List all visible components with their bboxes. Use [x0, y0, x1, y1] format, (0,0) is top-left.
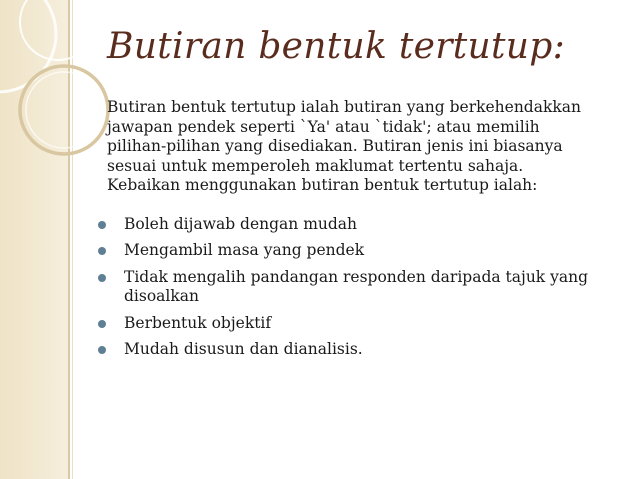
bullet-item	[107, 314, 627, 334]
intro-paragraph	[107, 98, 627, 196]
bullet-dot-icon	[98, 320, 106, 328]
bullet-text: Berbentuk objektif	[124, 313, 272, 332]
bullet-dot-icon	[98, 346, 106, 354]
bullet-item	[107, 268, 594, 307]
slide-title: Butiran bentuk tertutup:	[107, 26, 566, 67]
bullet-text: Tidak mengalih pandangan responden daripada tajuk yang disoalkan	[124, 267, 589, 305]
bullet-dot-icon	[98, 247, 106, 255]
bullet-list	[107, 215, 627, 360]
bullet-item	[107, 215, 627, 235]
intro-line: Kebaikan menggunakan butiran bentuk tertutup ialah:	[107, 176, 538, 194]
slide-body	[107, 98, 627, 367]
bullet-dot-icon	[98, 274, 106, 282]
intro-line: jawapan pendek seperti `Ya' atau `tidak'; atau memilih	[107, 117, 540, 136]
bullet-text: Mengambil masa yang pendek	[124, 241, 365, 259]
bullet-item	[107, 340, 627, 360]
intro-line: pilihan-pilihan yang disediakan. Butiran jenis ini biasanya	[107, 137, 563, 155]
bullet-item	[107, 241, 627, 261]
bullet-dot-icon	[98, 221, 106, 229]
bullet-text: Mudah disusun dan dianalisis.	[124, 340, 363, 358]
intro-line: sesuai untuk memperoleh maklumat tertentu sahaja.	[107, 156, 524, 175]
bullet-text: Boleh dijawab dengan mudah	[124, 214, 358, 233]
intro-line: Butiran bentuk tertutup ialah butiran yang berkehendakkan	[107, 98, 581, 116]
